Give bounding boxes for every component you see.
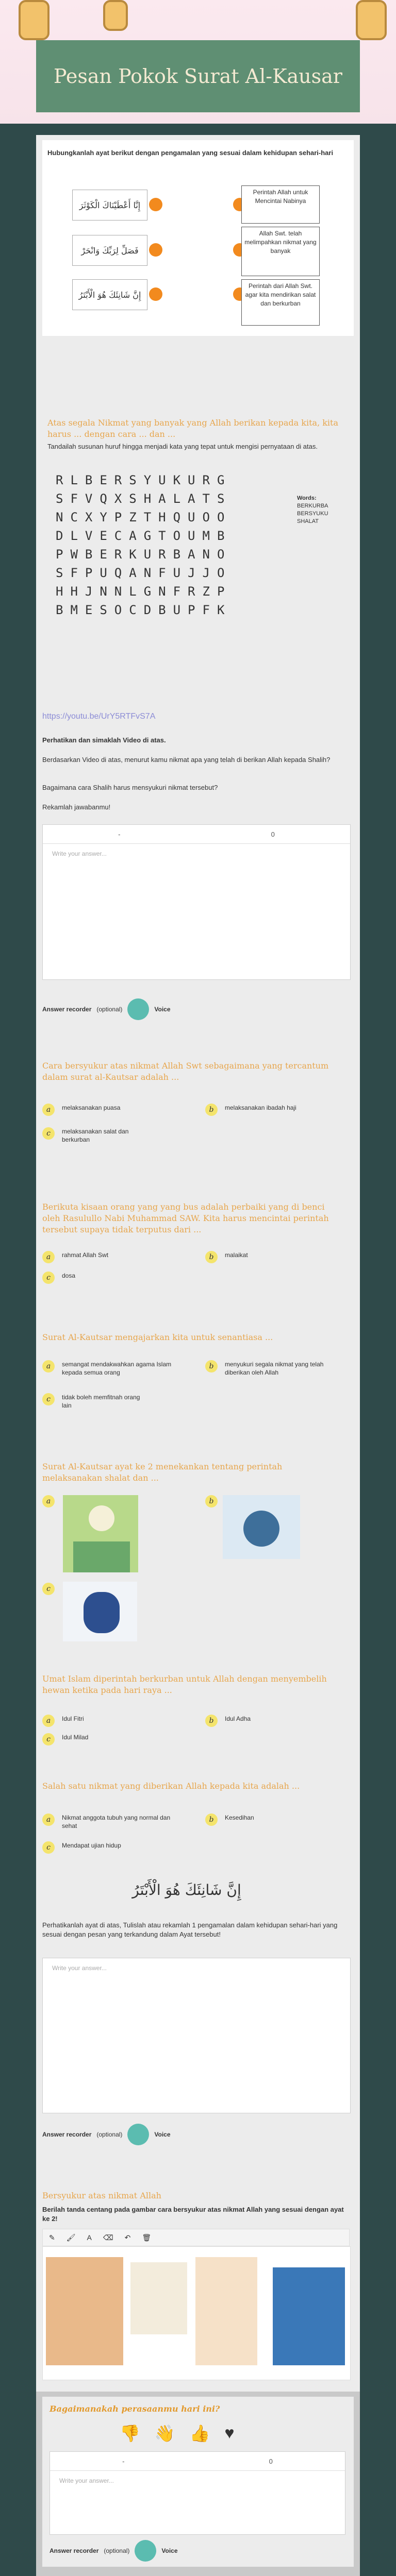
option-a[interactable] — [42, 1715, 84, 1727]
option-a[interactable] — [42, 1251, 108, 1263]
question-7-header: Surat Al-Kautsar ayat ke 2 menekankan tentang perintah melaksanakan shalat dan ... — [42, 1462, 283, 1483]
option-letter: a — [42, 1251, 55, 1263]
option-c[interactable] — [42, 1841, 121, 1854]
option-b[interactable] — [205, 1715, 251, 1727]
question-11-header: Bersyukur atas nikmat Allah — [42, 2191, 161, 2200]
lantern-decoration — [356, 0, 387, 40]
voice-record-button[interactable] — [127, 998, 149, 1020]
option-text: melaksanakan puasa — [62, 1104, 121, 1111]
match-right-3[interactable]: Perintah dari Allah Swt. agar kita mendirikan salat dan berkurban — [241, 279, 320, 326]
question-8 — [42, 1673, 354, 1745]
grid-row[interactable]: RLBERSYUKURG — [56, 473, 232, 487]
answer-box[interactable] — [42, 824, 351, 980]
grid-row[interactable]: HHJNNLGNFRZP — [56, 584, 232, 599]
video-para-2: Bagaimana cara Shalih harus mensyukuri nikmat tersebut? — [42, 784, 218, 791]
feelings-icons — [120, 2424, 235, 2443]
person-shape — [243, 1511, 279, 1547]
thumbs-up-icon[interactable]: 👍 — [189, 2424, 210, 2443]
child-image[interactable] — [130, 2262, 187, 2334]
match-dot-left-2[interactable] — [149, 243, 162, 257]
voice-optional: (optional) — [104, 2547, 130, 2554]
mother-image[interactable] — [195, 2257, 257, 2365]
grid-row[interactable]: PWBERKURBANO — [56, 547, 232, 562]
video-title: Perhatikan dan simaklah Video di atas. — [42, 736, 166, 744]
voice-record-button[interactable] — [135, 2540, 156, 2562]
option-b[interactable] — [205, 1495, 218, 1507]
option-text: rahmat Allah Swt — [62, 1251, 109, 1259]
matching-card — [42, 140, 354, 336]
trash-icon[interactable]: 🗑 — [142, 2233, 152, 2242]
reading-quran-image[interactable] — [223, 1495, 300, 1559]
option-letter: c — [42, 1733, 55, 1745]
option-text: tidak boleh memfitnah orang lain — [62, 1394, 140, 1409]
option-letter: a — [42, 1715, 55, 1727]
question-10 — [42, 1882, 354, 2149]
answer-box[interactable] — [42, 1958, 351, 2113]
option-text: Idul Adha — [225, 1715, 251, 1722]
option-letter: a — [42, 1814, 55, 1826]
answer-placeholder[interactable]: Write your answer... — [52, 1964, 107, 1972]
match-dot-left-3[interactable] — [149, 287, 162, 301]
option-c[interactable] — [42, 1393, 145, 1410]
brush-icon[interactable]: 🖌 — [66, 2233, 76, 2242]
option-letter: a — [42, 1104, 55, 1116]
option-text: melaksanakan ibadah haji — [225, 1104, 296, 1111]
match-dot-left-1[interactable] — [149, 198, 162, 211]
question-8-header: Umat Islam diperintah berkurban untuk Allah dengan menyembelih hewan ketika pada hari raya ... — [42, 1674, 327, 1695]
option-a[interactable] — [42, 1814, 176, 1830]
option-text: malaikat — [225, 1251, 248, 1259]
question-5-header: Berikuta kisaan orang yang yang bus adalah perbaiki yang di benci oleh Rasulullo Nabi Muhammad SAW. Kita harus mencintai perintah tersebut supaya tidak terputus dari ... — [42, 1202, 329, 1234]
question-6 — [42, 1332, 354, 1430]
question-10-para: Perhatikanlah ayat di atas, Tulislah atau rekamlah 1 pengamalan dalam kehidupan sehari-hari yang sesuai dengan pesan yang terkandung dalam Ayat tersebut! — [42, 1921, 338, 1938]
question-9 — [42, 1781, 354, 1858]
option-letter: a — [42, 1360, 55, 1372]
text-icon[interactable]: A — [87, 2233, 92, 2242]
option-a[interactable] — [42, 1360, 176, 1377]
grid-row[interactable]: BMESOCDBUPFK — [56, 603, 232, 617]
pencil-icon[interactable]: ✎ — [49, 2233, 55, 2242]
grid-row[interactable]: SFVQXSHALATS — [56, 492, 232, 506]
question-11-instruction: Berilah tanda centang pada gambar cara bersyukur atas nikmat Allah yang sesuai dengan ayat ke 2! — [42, 2206, 344, 2223]
mosque-prayer-image[interactable] — [63, 1495, 138, 1572]
option-text: Idul Fitri — [62, 1715, 84, 1722]
moon-icon — [89, 1505, 114, 1531]
lantern-decoration — [103, 0, 128, 31]
video-para-1: Berdasarkan Video di atas, menurut kamu nikmat apa yang telah di berikan Allah kepada Shalih? — [42, 756, 331, 764]
toolbar-count: 0 — [269, 2457, 273, 2465]
question-5 — [42, 1201, 354, 1294]
option-c[interactable] — [42, 1127, 145, 1144]
video-card — [42, 712, 354, 1055]
option-text: melaksanakan salat dan berkurban — [62, 1128, 129, 1143]
option-a[interactable] — [42, 1495, 55, 1507]
option-c[interactable] — [42, 1272, 75, 1284]
option-letter: c — [42, 1841, 55, 1854]
option-letter: b — [205, 1715, 218, 1727]
option-c[interactable] — [42, 1733, 88, 1745]
voice-label: Answer recorder — [50, 2547, 99, 2554]
question-11 — [42, 2191, 354, 2381]
question-6-header: Surat Al-Kautsar mengajarkan kita untuk senantiasa ... — [42, 1332, 273, 1342]
match-left-3[interactable]: إِنَّ شَانِئَكَ هُوَ الْأَبْتَرُ — [72, 279, 147, 310]
heart-icon[interactable]: ♥ — [224, 2424, 235, 2442]
match-left-1[interactable]: إِنَّا أَعْطَيْنَاكَ الْكَوْثَرَ — [72, 190, 147, 221]
option-letter: c — [42, 1393, 55, 1405]
word-item: SHALAT — [297, 518, 319, 524]
option-letter: b — [205, 1495, 218, 1507]
prayer-image[interactable] — [273, 2267, 345, 2365]
thumbs-neutral-icon[interactable]: 👋 — [154, 2424, 175, 2443]
option-b[interactable] — [205, 1251, 248, 1263]
voice-label: Answer recorder — [42, 1006, 92, 1013]
word-list — [297, 495, 349, 526]
worksheet — [36, 135, 360, 2576]
people-shape — [73, 1541, 130, 1572]
thumbs-down-icon[interactable]: 👎 — [120, 2424, 140, 2443]
wordsearch-header: Atas segala Nikmat yang banyak yang Allah berikan kepada kita, kita harus ... dengan cara ... dan ... — [47, 418, 339, 439]
option-c[interactable] — [42, 1583, 55, 1595]
voice-text: Voice — [154, 2131, 171, 2138]
answer-toolbar — [43, 825, 350, 844]
voice-recorder — [42, 2124, 171, 2145]
option-letter: c — [42, 1583, 55, 1595]
person-shape — [84, 1592, 120, 1633]
drawing-canvas[interactable] — [42, 2246, 351, 2380]
option-text: Kesedihan — [225, 1814, 254, 1821]
option-letter: a — [42, 1495, 55, 1507]
question-7 — [42, 1461, 354, 1641]
grid-row[interactable]: SFPUQANFUJJO — [56, 566, 232, 580]
option-text: menyukuri segala nikmat yang telah diberikan oleh Allah — [225, 1361, 324, 1376]
eraser-icon[interactable]: ⌫ — [103, 2233, 113, 2242]
answer-toolbar — [50, 2452, 345, 2471]
answer-placeholder[interactable]: Write your answer... — [52, 850, 107, 857]
question-4 — [42, 1060, 354, 1163]
voice-text: Voice — [154, 1006, 171, 1013]
toolbar-minus[interactable]: - — [122, 2457, 125, 2465]
voice-recorder — [42, 998, 171, 1020]
option-letter: b — [205, 1814, 218, 1826]
feelings-card — [42, 2397, 354, 2567]
option-text: dosa — [62, 1272, 76, 1279]
option-text: semangat mendakwahkan agama Islam kepada semua orang — [62, 1361, 172, 1376]
wordsearch-card — [42, 417, 354, 685]
words-label: Words: — [297, 495, 317, 501]
match-left-2[interactable]: فَصَلِّ لِرَبِّكَ وَانْحَرْ — [72, 235, 147, 266]
option-letter: b — [205, 1360, 218, 1372]
word-item: BERKURBA — [297, 503, 328, 509]
answer-box[interactable] — [50, 2451, 345, 2535]
option-b[interactable] — [205, 1104, 339, 1116]
undo-icon[interactable]: ↶ — [124, 2233, 131, 2242]
wordsearch-grid[interactable] — [56, 471, 232, 619]
option-letter: b — [205, 1104, 218, 1116]
draw-toolbar — [42, 2229, 350, 2246]
feelings-section — [36, 2392, 360, 2576]
family-meal-image[interactable] — [46, 2257, 123, 2365]
option-letter: c — [42, 1272, 55, 1284]
question-9-header: Salah satu nikmat yang diberikan Allah kepada kita adalah ... — [42, 1781, 300, 1791]
wordsearch-instruction: Tandailah susunan huruf hingga menjadi kata yang tepat untuk mengisi pernyataan di atas. — [47, 443, 318, 450]
voice-text: Voice — [161, 2547, 178, 2554]
voice-recorder — [50, 2540, 178, 2562]
option-text: Nikmat anggota tubuh yang normal dan sehat — [62, 1814, 171, 1829]
grid-row[interactable]: DLVECAGTOUMB — [56, 529, 232, 543]
video-para-3: Rekamlah jawabanmu! — [42, 803, 111, 811]
answer-placeholder[interactable]: Write your answer... — [59, 2477, 114, 2484]
voice-optional: (optional) — [96, 1006, 123, 1013]
video-link[interactable]: https://youtu.be/UrY5RTFvS7A — [42, 712, 156, 721]
voice-record-button[interactable] — [127, 2124, 149, 2145]
ablution-image[interactable] — [63, 1582, 137, 1641]
voice-label: Answer recorder — [42, 2131, 92, 2138]
lantern-decoration — [19, 0, 50, 40]
option-letter: c — [42, 1127, 55, 1140]
toolbar-count: 0 — [271, 830, 275, 838]
grid-row[interactable]: NCXYPZTHQUOO — [56, 510, 232, 524]
match-right-1[interactable]: Perintah Allah untuk Mencintai Nabinya — [241, 185, 320, 224]
option-a[interactable] — [42, 1104, 176, 1116]
voice-optional: (optional) — [96, 2131, 123, 2138]
question-4-header: Cara bersyukur atas nikmat Allah Swt sebagaimana yang tercantum dalam surat al-Kautsar adalah ... — [42, 1061, 329, 1082]
option-text: Mendapat ujian hidup — [62, 1842, 121, 1849]
ayat-text: إِنَّ شَانِئَكَ هُوَ الْأَبْتَرُ — [132, 1882, 241, 1899]
word-item: BERSYUKU — [297, 511, 328, 517]
toolbar-minus[interactable]: - — [118, 830, 121, 838]
option-b[interactable] — [205, 1814, 254, 1826]
matching-instruction: Hubungkanlah ayat berikut dengan pengamalan yang sesuai dalam kehidupan sehari-hari — [47, 149, 334, 157]
page-title: Pesan Pokok Surat Al-Kausar — [36, 40, 360, 112]
match-right-2[interactable]: Allah Swt. telah melimpahkan nikmat yang banyak — [241, 227, 320, 276]
option-b[interactable] — [205, 1360, 339, 1377]
feelings-header: Bagaimanakah perasaanmu hari ini? — [50, 2404, 220, 2414]
option-text: Idul Milad — [62, 1734, 89, 1741]
option-letter: b — [205, 1251, 218, 1263]
